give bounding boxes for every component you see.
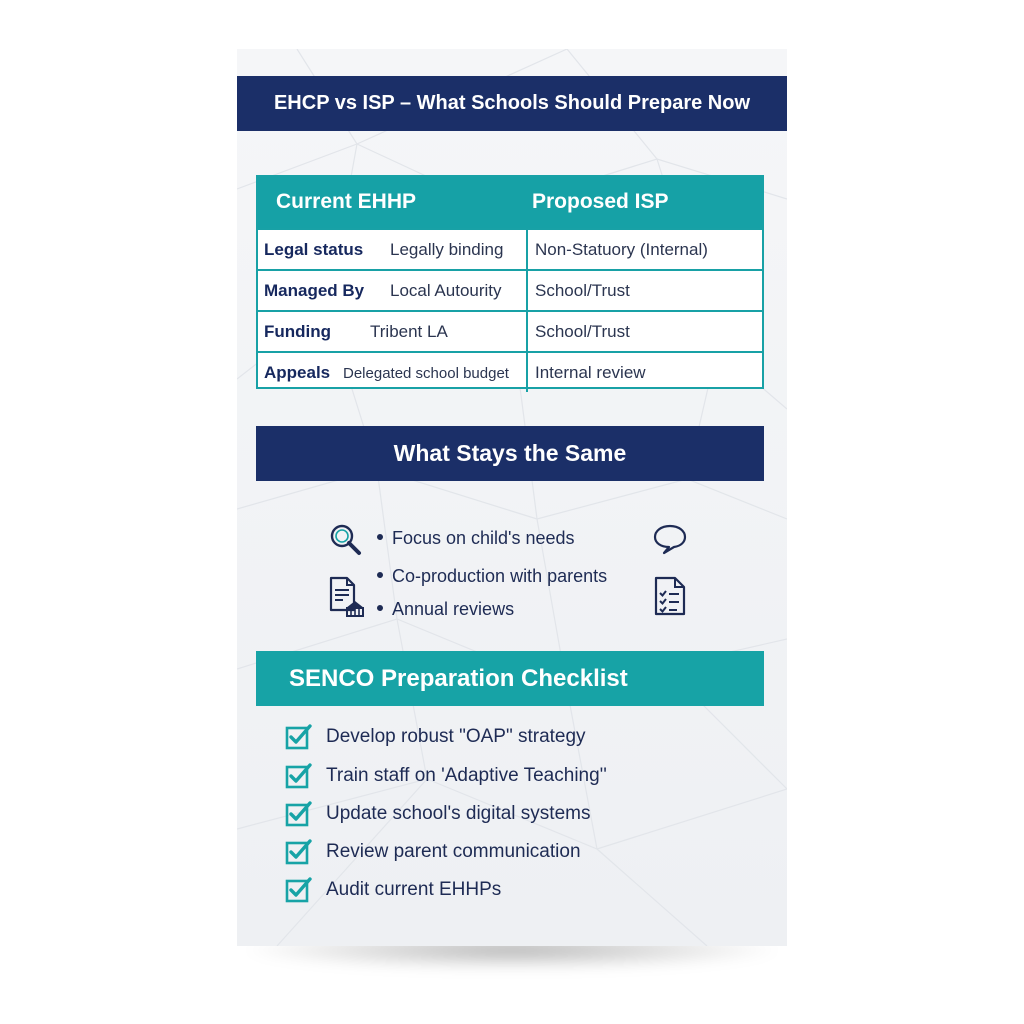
- page-title: EHCP vs ISP – What Schools Should Prepare Now: [237, 76, 787, 131]
- column-divider: [526, 271, 528, 310]
- column-divider: [526, 353, 528, 392]
- table-row: [258, 228, 762, 269]
- checklist-item-text: Update school's digital systems: [326, 803, 591, 824]
- proposed-value: School/Trust: [535, 281, 630, 300]
- list-item: [377, 599, 514, 620]
- list-item-text: Annual reviews: [392, 599, 515, 619]
- current-value: Delegated school budget: [343, 365, 509, 382]
- row-label: Managed By: [264, 281, 365, 300]
- column-header-proposed: Proposed ISP: [532, 190, 669, 213]
- bullet-icon: [377, 605, 383, 611]
- document-school-icon: [327, 576, 367, 618]
- current-value: Legally binding: [390, 240, 504, 259]
- table-row: [258, 351, 762, 392]
- proposed-value: Non-Statuory (Internal): [535, 240, 708, 259]
- comparison-table-header: [258, 177, 762, 228]
- list-item: [377, 566, 607, 587]
- comparison-table: [256, 175, 764, 389]
- checklist-item-text: Audit current EHHPs: [326, 879, 502, 900]
- table-row: [258, 310, 762, 351]
- checklist-item-text: Train staff on 'Adaptive Teaching'': [326, 765, 607, 786]
- bullet-icon: [377, 572, 383, 578]
- column-divider: [526, 312, 528, 351]
- section-heading-same: What Stays the Same: [256, 426, 764, 481]
- bullet-icon: [377, 534, 383, 540]
- checkbox-checked-icon: [285, 838, 313, 866]
- current-value: Local Autourity: [390, 281, 502, 300]
- current-value: Tribent LA: [370, 322, 448, 341]
- list-item-text: Co-production with parents: [392, 566, 608, 586]
- row-label: Funding: [264, 322, 332, 341]
- checklist-item-text: Develop robust "OAP" strategy: [326, 726, 586, 747]
- row-label: Appeals: [264, 363, 331, 382]
- speech-bubble-icon: [652, 523, 688, 555]
- checklist-document-icon: [653, 576, 687, 616]
- checkbox-checked-icon: [285, 762, 313, 790]
- table-row: [258, 269, 762, 310]
- infographic-card: [237, 49, 787, 946]
- list-item-text: Focus on child's needs: [392, 528, 575, 548]
- proposed-value: School/Trust: [535, 322, 630, 341]
- column-divider: [526, 230, 528, 269]
- checklist-item-text: Review parent communication: [326, 841, 581, 862]
- section-heading-senco: SENCO Preparation Checklist: [256, 651, 764, 706]
- magnifier-icon: [328, 522, 362, 556]
- checkbox-checked-icon: [285, 800, 313, 828]
- proposed-value: Internal review: [535, 363, 646, 382]
- row-label: Legal status: [264, 240, 364, 259]
- column-header-current: Current EHHP: [276, 190, 417, 213]
- checkbox-checked-icon: [285, 876, 313, 904]
- checkbox-checked-icon: [285, 723, 313, 751]
- list-item: [377, 528, 575, 549]
